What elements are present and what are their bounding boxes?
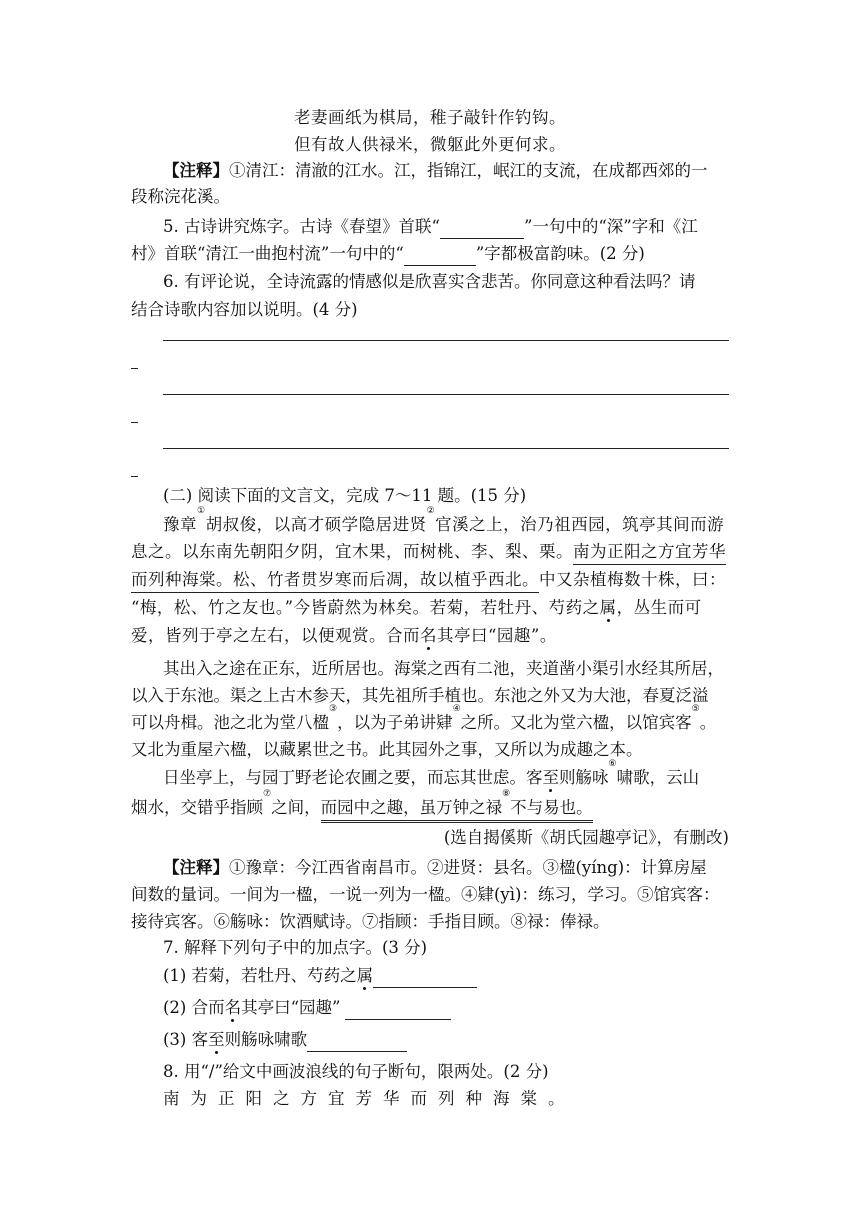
passage-line: 又北为重屋六楹，以藏累世之书。此其园外之事，又所以为成趣之本。 [131, 740, 643, 759]
passage-line: 以入于东池。渠之上古木参天，其先祖所手植也。东池之外又为大池，春夏泛溢 [131, 686, 709, 705]
poem-line-1: 老妻画纸为棋局，稚子敲针作钓钩。 [294, 108, 566, 127]
answer-line-tick [131, 368, 138, 369]
question-6-line-2: 结合诗歌内容加以说明。(4 分) [131, 300, 358, 319]
answer-blank[interactable] [307, 1034, 407, 1052]
note2-line-1: 【注释】①豫章：今江西省南昌市。②进贤：县名。③楹(yíng)：计算房屋 [163, 858, 707, 877]
answer-blank[interactable] [373, 970, 477, 988]
passage-line: 而列种海棠。松、竹者贯岁寒而后凋，故以植乎西北。中又杂植梅数十株，曰： [131, 568, 726, 593]
question-5-line-1: 5. 古诗讲究炼字。古诗《春望》首联“ ”一句中的“深”字和《江 [163, 215, 698, 239]
double-underlined-sentence: 而园中之趣，虽万钟之禄⑧不与易也。 [321, 796, 593, 823]
dotted-character: 名 [420, 626, 437, 645]
passage-line: 其出入之途在正东，近所居也。海棠之西有二池，夹道凿小渠引水经其所居， [163, 659, 724, 678]
dotted-character: 名 [224, 998, 242, 1017]
dotted-character: 属 [599, 598, 617, 617]
question-6-line-1: 6. 有评论说，全诗流露的情感似是欣喜实含悲苦。你同意这种看法吗？请 [163, 272, 696, 291]
passage-source: (选自揭傒斯《胡氏园趣亭记》，有删改) [443, 828, 729, 847]
passage-line: 可以舟楫。池之北为堂八楹③，以为子弟讲肄④之所。又北为堂六楹，以馆宾客⑤。 [131, 704, 717, 732]
note1-text: ①清江：清澈的江水。江，指锦江，岷江的支流，在成都西郊的一 [229, 161, 708, 180]
answer-line-3[interactable] [163, 448, 729, 449]
note2-line-3: 接待宾客。⑥觞咏：饮酒赋诗。⑦指顾：手指目顾。⑧禄：俸禄。 [131, 912, 610, 931]
section-2-title: (二) 阅读下面的文言文，完成 7～11 题。(15 分) [163, 486, 527, 505]
passage-line: 豫章①胡叔俊，以高才硕学隐居进贤②官溪之上，治乃祖西园，筑亭其间而游 [163, 506, 725, 534]
question-8-title: 8. 用“/”给文中画波浪线的句子断句，限两处。(2 分) [163, 1062, 549, 1081]
question-7-item-2: (2) 合而名其亭曰“园趣” [163, 996, 451, 1020]
answer-line-1[interactable] [163, 340, 729, 341]
question-7-item-3: (3) 客至则觞咏啸歌 [163, 1028, 407, 1052]
question-7-item-1: (1) 若菊，若牡丹、芍药之属 [163, 964, 477, 988]
wavy-underlined-sentence: 南为正阳之方宜芳华 [573, 540, 726, 565]
question-5-line-2: 村》首联“清江一曲抱村流”一句中的“ ”字都极富韵味。(2 分) [131, 242, 645, 266]
passage-line: 息之。以东南先朝阳夕阴，宜木果，而树桃、李、梨、栗。南为正阳之方宜芳华 [131, 540, 726, 565]
note1-line-1 [163, 159, 708, 183]
answer-blank-2[interactable] [404, 248, 476, 266]
dotted-character: 属 [356, 966, 374, 985]
answer-line-tick [131, 476, 138, 477]
question-7-title: 7. 解释下列句子中的加点字。(3 分) [163, 938, 428, 957]
answer-line-tick [131, 422, 138, 423]
passage-line: “梅，松、竹之友也。”今皆蔚然为林矣。若菊，若牡丹、芍药之属，丛生而可 [131, 598, 702, 617]
passage-line: 爱，皆列于亭之左右，以便观赏。合而名其亭曰“园趣”。 [131, 626, 557, 645]
answer-blank[interactable] [345, 1002, 451, 1020]
note-label: 【注释】 [163, 161, 229, 180]
answer-line-2[interactable] [163, 394, 729, 395]
note1-line-2: 段称浣花溪。 [131, 187, 230, 206]
note-label: 【注释】 [163, 858, 229, 877]
wavy-underlined-sentence: 而列种海棠。松、竹者贯岁寒而后凋，故以植乎西北。 [131, 568, 539, 593]
poem-line-2: 但有故人供禄米，微躯此外更何求。 [294, 135, 566, 154]
passage-line: 烟水，交错乎指顾⑦之间，而园中之趣，虽万钟之禄⑧不与易也。 [131, 796, 593, 823]
dotted-character: 至 [208, 1030, 225, 1049]
passage-line: 日坐亭上，与园丁野老论农圃之要，而忘其世虑。客至则觞咏⑥啸歌，云山 [163, 759, 700, 787]
dotted-character: 至 [542, 768, 559, 787]
answer-blank-1[interactable] [440, 221, 524, 239]
question-8-sentence: 南为正阳之方宜芳华而列种海棠。 [163, 1089, 576, 1108]
note2-line-2: 间数的量词。一间为一楹，一说一列为一楹。④肄(yì)：练习，学习。⑤馆宾客： [131, 885, 720, 904]
